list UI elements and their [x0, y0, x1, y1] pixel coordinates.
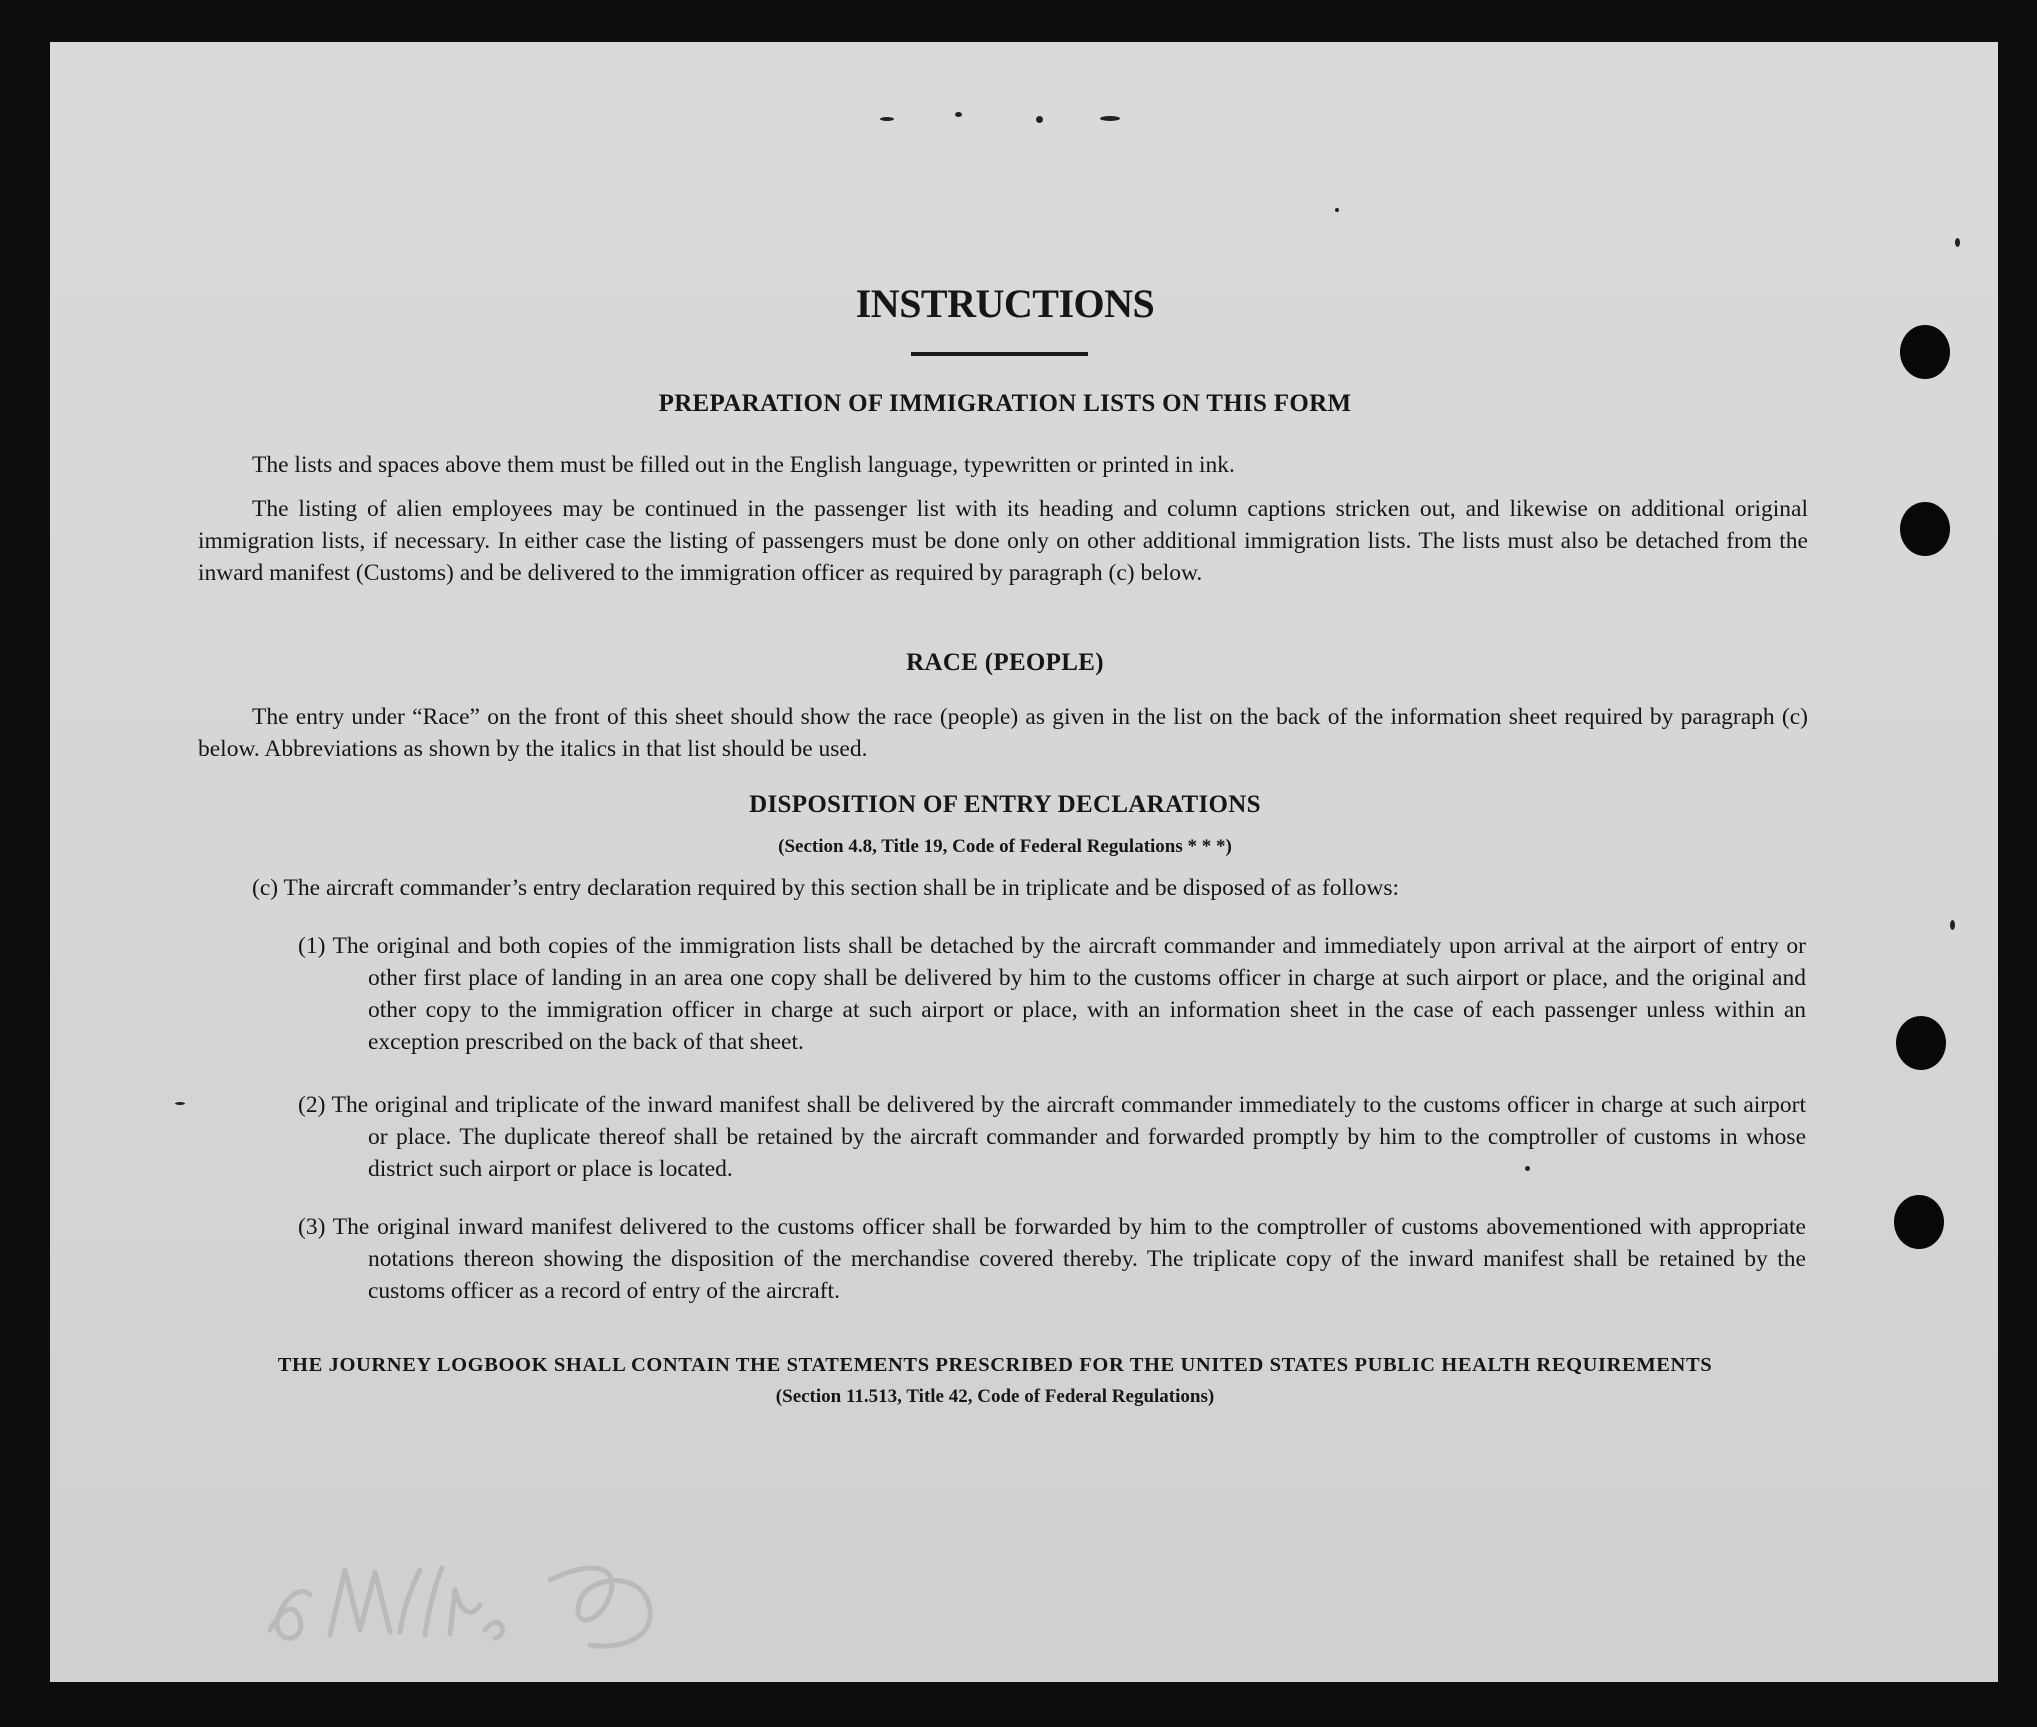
disposition-item-2 — [298, 1089, 1806, 1185]
title-underline — [911, 352, 1088, 356]
speck — [1950, 920, 1955, 930]
section-heading-preparation: PREPARATION OF IMMIGRATION LISTS ON THIS FORM — [658, 390, 1352, 417]
footer-statement: THE JOURNEY LOGBOOK SHALL CONTAIN THE STATEMENTS PRESCRIBED FOR THE UNITED STATES PUBLIC HEALTH REQUIREMENTS — [277, 1354, 1713, 1376]
punch-hole — [1896, 1016, 1946, 1070]
disposition-item-3-text: (3) The original inward manifest delivered to the customs officer shall be forwarded by him to the comptroller of customs abovementioned with appropriate notations thereon showing the disposition of the merchandise covered thereby. The triplicate copy of the inward manifest shall be retained by the customs officer as a record of entry of the aircraft. — [298, 1214, 1806, 1304]
disposition-intro: (c) The aircraft commander’s entry declaration required by this section shall be in triplicate and be disposed of as follows: — [252, 875, 1399, 901]
handwritten-signature — [250, 1550, 670, 1660]
speck — [1335, 208, 1339, 212]
punch-hole — [1900, 325, 1950, 379]
disposition-item-1-text: (1) The original and both copies of the immigration lists shall be detached by the aircraft commander and immediately upon arrival at the airport of entry or other first place of landing in an area one copy shall be delivered by him to the customs officer in charge at such airport or place, and the original and other copy to the immigration officer in charge at such airport or place, with an information sheet in the case of each passenger unless within an exception prescribed on the back of that sheet. — [298, 933, 1806, 1055]
punch-hole — [1900, 502, 1950, 556]
speck — [1955, 238, 1960, 247]
section-heading-disposition: DISPOSITION OF ENTRY DECLARATIONS — [749, 791, 1261, 818]
page-title: INSTRUCTIONS — [855, 281, 1155, 326]
disposition-item-1 — [298, 930, 1806, 1058]
speck — [1036, 116, 1043, 123]
speck — [880, 117, 894, 121]
punch-hole — [1894, 1195, 1944, 1249]
section-heading-race: RACE (PEOPLE) — [906, 649, 1104, 676]
race-paragraph: The entry under “Race” on the front of this sheet should show the race (people) as given in the list on the back of the information sheet required by paragraph (c) below. Abbreviations as shown by the italics in that list should be used. — [198, 704, 1808, 762]
speck — [955, 112, 962, 117]
disposition-item-2-text: (2) The original and triplicate of the inward manifest shall be delivered by the aircraft commander immediately to the customs officer in charge at such airport or place. The duplicate thereof shall be retained by the aircraft commander and forwarded promptly by him to the comptroller of customs in whose district such airport or place is located. — [298, 1092, 1806, 1182]
speck — [1100, 116, 1120, 121]
disposition-citation: (Section 4.8, Title 19, Code of Federal Regulations * * *) — [778, 836, 1232, 857]
speck — [175, 1102, 185, 1105]
preparation-paragraph-1: The lists and spaces above them must be filled out in the English language, typewritten or printed in ink. — [252, 452, 1235, 478]
footer-citation: (Section 11.513, Title 42, Code of Federal Regulations) — [775, 1386, 1215, 1407]
preparation-paragraph-2: The listing of alien employees may be continued in the passenger list with its heading and column captions stricken out, and likewise on additional original immigration lists, if necessary. In either case the listing of passengers must be done only on other additional immigration lists. The lists must also be detached from the inward manifest (Customs) and be delivered to the immigration officer as required by paragraph (c) below. — [198, 496, 1808, 586]
disposition-item-3 — [298, 1211, 1806, 1307]
